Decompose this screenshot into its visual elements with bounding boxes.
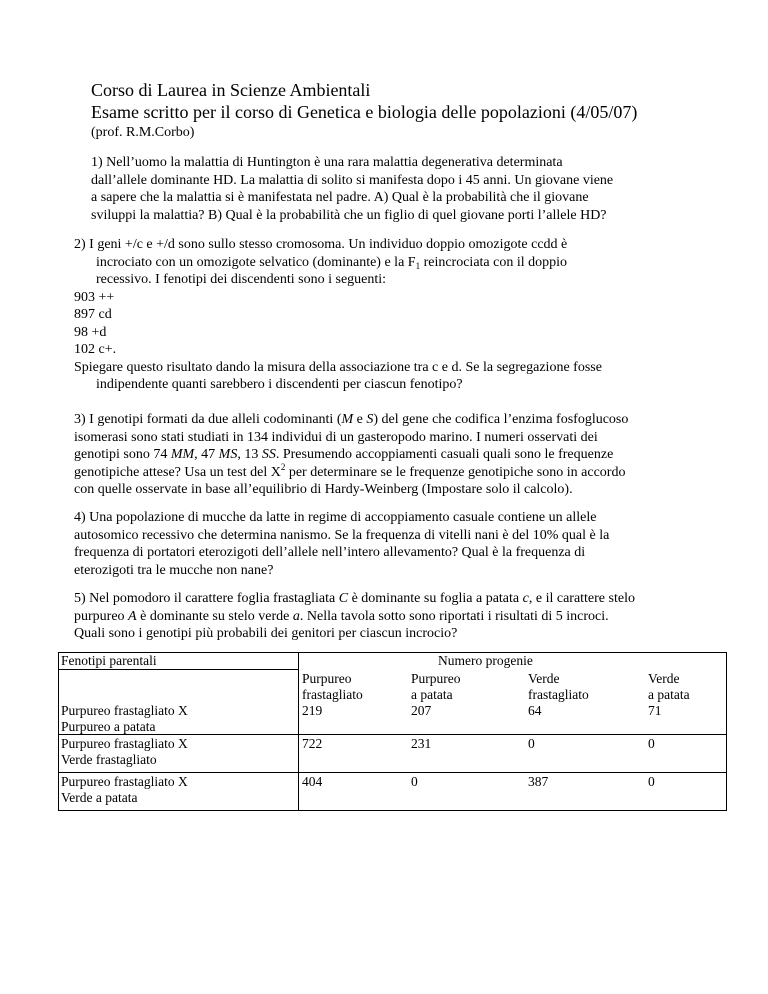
question-4-line: autosomico recessivo che determina nanismo. Se la frequenza di vitelli nani è del 10% qual è la: [74, 527, 610, 543]
col-header-purple-potato: Purpureo a patata: [411, 671, 461, 702]
question-4: [74, 509, 734, 579]
phenotype-count: 903 ++: [74, 289, 115, 305]
question-1-line: 1) Nell’uomo la malattia di Huntington è una rara malattia degenerativa determinata: [91, 155, 563, 170]
question-2-line: Spiegare questo risultato dando la misura della associazione tra c e d. Se la segregazione fosse: [74, 359, 602, 375]
table-row-parents: Purpureo frastagliato X Purpureo a patata: [61, 703, 188, 734]
phenotype-count: 102 c+.: [74, 342, 117, 357]
col-header-green-potato: Verde a patata: [648, 671, 690, 702]
question-1-line: a sapere che la malattia si è manifestata nel padre. A) Qual è la probabilità che il giovane: [91, 190, 589, 205]
table-rule: [58, 810, 727, 811]
table-rule: [58, 652, 59, 811]
question-2-line: 2) I geni +/c e +/d sono sullo stesso cromosoma. Un individuo doppio omozigote ccdd è: [74, 237, 568, 252]
phenotype-count: 98 +d: [74, 324, 107, 340]
phenotype-count: 897 cd: [74, 307, 112, 322]
question-5-line: 5) Nel pomodoro il carattere foglia frastagliata C è dominante su foglia a patata c, e il carattere stelo: [74, 591, 635, 606]
question-2-line: indipendente quanti sarebbero i discendenti per ciascun fenotipo?: [96, 377, 463, 392]
question-3-line: isomerasi sono stati studiati in 134 individui di un gasteropodo marino. I numeri osservati dei: [74, 429, 598, 445]
question-3-line: 3) I genotipi formati da due alleli codominanti (M e S) del gene che codifica l’enzima fosfoglucoso: [74, 412, 629, 427]
table-cell: 404: [302, 774, 323, 789]
exam-title: Esame scritto per il corso di Genetica e biologia delle popolazioni (4/05/07): [91, 102, 638, 122]
table-cell: 219: [302, 703, 323, 718]
header-parental-phenotypes: Fenotipi parentali: [61, 653, 157, 668]
table-rule: [58, 734, 727, 735]
question-1-line: dall’allele dominante HD. La malattia di solito si manifesta dopo i 45 anni. Un giovane viene: [91, 172, 614, 188]
header-progeny-number: Numero progenie: [438, 653, 533, 668]
question-2-line: incrociato con un omozigote selvatico (dominante) e la $F_1$ reincrociata con il doppio: [96, 254, 568, 271]
question-2-line: recessivo. I fenotipi dei discendenti sono i seguenti:: [96, 272, 387, 287]
table-cell: 231: [411, 736, 432, 751]
table-cell: 722: [302, 736, 323, 751]
col-header-purple-cut: Purpureo frastagliato: [302, 671, 363, 702]
table-cell: 387: [528, 774, 549, 789]
question-5: [74, 590, 734, 643]
question-4-line: eterozigoti tra le mucche non nane?: [74, 562, 274, 578]
table-cell: 0: [648, 736, 655, 751]
table-rule: [58, 652, 727, 653]
table-rule: [726, 652, 727, 811]
table-rule: [58, 772, 727, 773]
table-cell: 0: [648, 774, 655, 789]
table-cell: 0: [411, 774, 418, 789]
question-4-line: frequenza di portatori eterozigoti dell’allele nell’intero allevamento? Qual è la frequenza di: [74, 545, 586, 560]
question-3-line: genotipiche attese? Usa un test del $X^2$ per determinare se le frequenze genotipiche sono in accordo: [74, 461, 626, 480]
question-3: [74, 411, 734, 499]
table-rule: [58, 669, 298, 670]
table-cell: 0: [528, 736, 535, 751]
table-row-parents: Purpureo frastagliato X Verde frastagliato: [61, 736, 188, 767]
question-3-line: con quelle osservate in base all’equilibrio di Hardy-Weinberg (Impostare solo il calcolo).: [74, 482, 573, 497]
professor-name: (prof. R.M.Corbo): [91, 125, 195, 140]
course-title: Corso di Laurea in Scienze Ambientali: [91, 80, 371, 100]
question-1-line: sviluppi la malattia? B) Qual è la probabilità che un figlio di quel giovane porti l’allele HD?: [91, 207, 607, 223]
question-5-line: Quali sono i genotipi più probabili dei genitori per ciascun incrocio?: [74, 626, 458, 641]
question-2: [74, 236, 734, 394]
progeny-table: [58, 652, 727, 811]
question-3-line: genotipi sono 74 MM, 47 MS, 13 SS. Presumendo accoppiamenti casuali quali sono le frequenze: [74, 447, 614, 462]
table-row-parents: Purpureo frastagliato X Verde a patata: [61, 774, 188, 805]
question-1: [91, 154, 731, 224]
table-cell: 71: [648, 703, 662, 718]
table-cell: 64: [528, 703, 542, 718]
question-4-line: 4) Una popolazione di mucche da latte in regime di accoppiamento casuale contiene un allele: [74, 510, 597, 525]
table-cell: 207: [411, 703, 432, 718]
col-header-green-cut: Verde frastagliato: [528, 671, 589, 702]
table-rule: [298, 652, 299, 811]
question-5-line: purpureo A è dominante su stelo verde a. Nella tavola sotto sono riportati i risultati di 5 incroci.: [74, 608, 609, 624]
